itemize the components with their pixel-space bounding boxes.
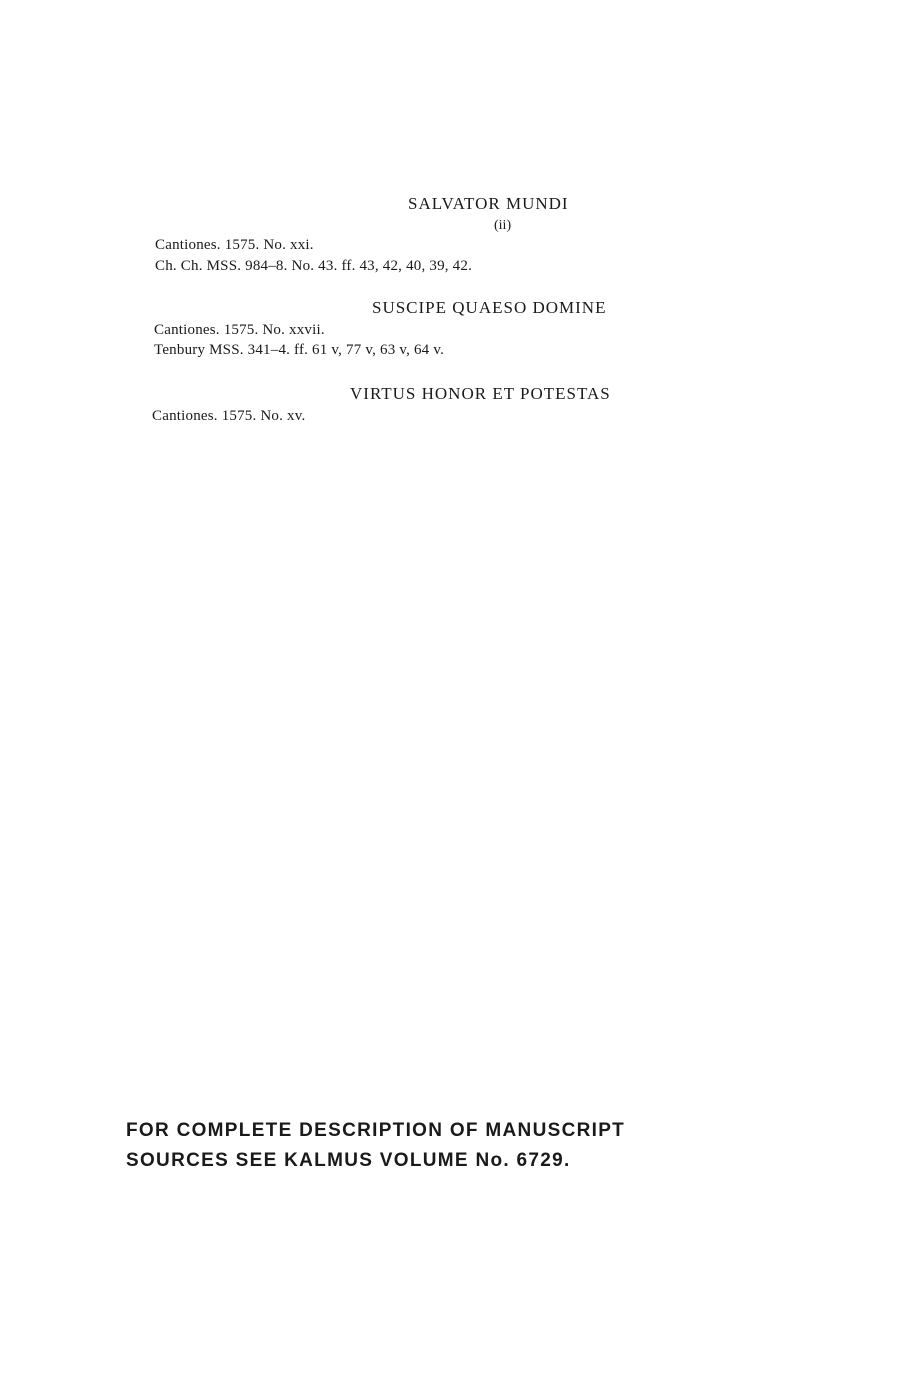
source-line: Tenbury MSS. 341–4. ff. 61 v, 77 v, 63 v, 64 v. [154, 342, 445, 358]
source-line: Cantiones. 1575. No. xxi. [155, 237, 314, 253]
source-line: Ch. Ch. MSS. 984–8. No. 43. ff. 43, 42, 40, 39, 42. [155, 258, 473, 274]
entry-title-suscipe-quaeso-domine: SUSCIPE QUAESO DOMINE [372, 298, 607, 317]
entry-title-salvator-mundi: SALVATOR MUNDI [408, 194, 569, 213]
footer-note-line-2: SOURCES SEE KALMUS VOLUME No. 6729. [126, 1150, 571, 1171]
entry-subtitle: (ii) [494, 218, 512, 233]
source-line: Cantiones. 1575. No. xv. [152, 408, 306, 424]
footer-note-line-1: FOR COMPLETE DESCRIPTION OF MANUSCRIPT [126, 1120, 626, 1141]
source-line: Cantiones. 1575. No. xxvii. [154, 322, 325, 338]
entry-title-virtus-honor-et-potestas: VIRTUS HONOR ET POTESTAS [350, 384, 611, 403]
